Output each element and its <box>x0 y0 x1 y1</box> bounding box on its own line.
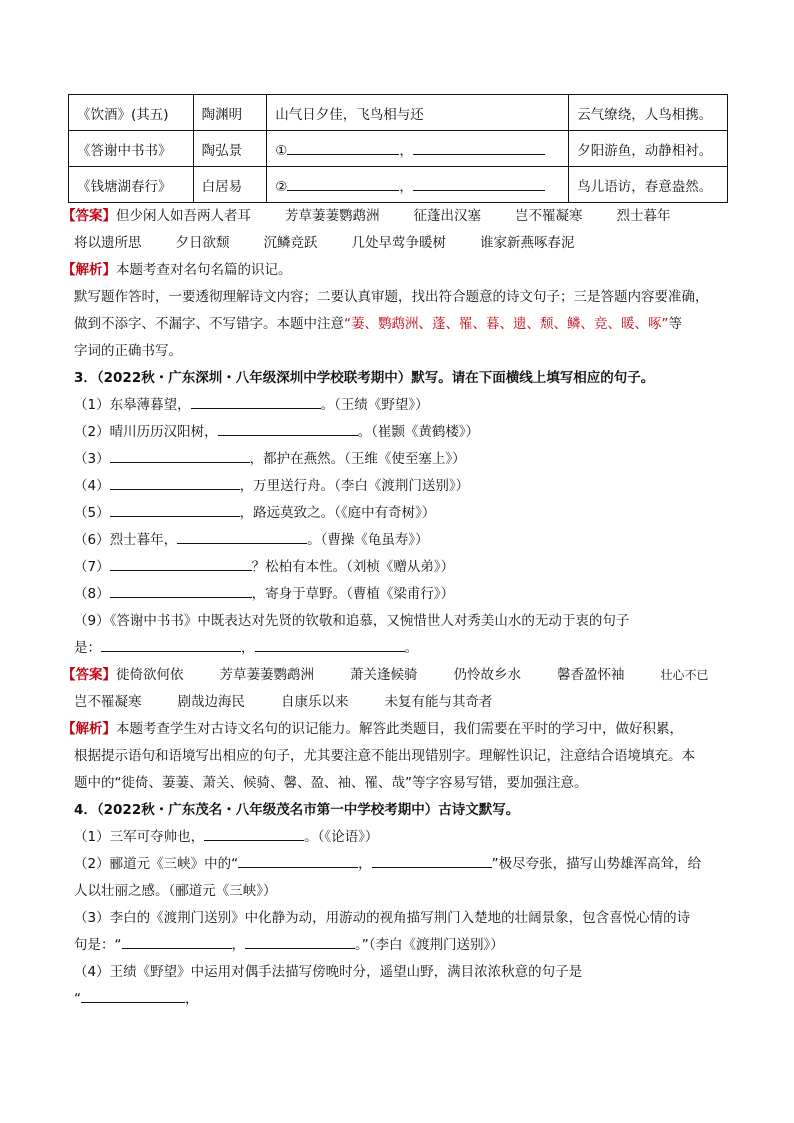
q3-item <box>74 581 728 608</box>
item-text: 。（《论语》） <box>304 829 379 845</box>
item-text: 。（曹操《龟虽寿》） <box>307 532 429 548</box>
analysis-label: 【解析】 <box>62 721 116 737</box>
fill-blank[interactable] <box>110 477 240 490</box>
fill-blank[interactable] <box>122 936 232 949</box>
fill-blank[interactable] <box>413 142 545 155</box>
q3-item <box>74 392 728 419</box>
item-text: ，都护在燕然。（王维《使至塞上》） <box>249 451 466 467</box>
fill-blank[interactable] <box>413 178 545 191</box>
answer-item: 几处早莺争暖树 <box>351 235 446 251</box>
item-text: （6）烈士暮年， <box>74 532 178 548</box>
item-text: 。”（李白《渡荆门送别》） <box>355 937 504 953</box>
poem-author: 陶弘景 <box>193 131 267 167</box>
answer-item: 烈士暮年 <box>616 208 671 224</box>
poem-verse: ② ， <box>267 167 569 203</box>
analysis-label: 【解析】 <box>62 262 116 278</box>
q3-item: （9）《答谢中书书》中既表达对先贤的钦敬和追慕，又惋惜世人对秀美山水的无动于衷的句子 <box>74 613 630 629</box>
q4-item: 人以壮丽之感。（郦道元《三峡》） <box>74 883 277 899</box>
fill-blank[interactable] <box>177 531 307 544</box>
q4-item: （3）李白的《渡荆门送别》中化静为动，用游动的视角描写荆门入楚地的壮阔景象，包含喜悦心情的诗 <box>74 910 691 926</box>
item-text: 是： <box>74 640 101 656</box>
fill-blank[interactable] <box>110 558 252 571</box>
q4-item <box>74 932 728 959</box>
item-text: ， <box>231 937 245 953</box>
poem-verse: ① ， <box>267 131 569 167</box>
fill-blank[interactable] <box>287 178 399 191</box>
answer-item: 芳草萋萋鹦鹉洲 <box>285 208 380 224</box>
q4-item <box>74 824 728 851</box>
poem-title: 《饮酒》(其五) <box>69 95 194 131</box>
item-text: ，万里送行舟。（李白《渡荆门送别》） <box>239 478 470 494</box>
fill-blank[interactable] <box>191 396 321 409</box>
fill-blank[interactable] <box>110 585 252 598</box>
item-text: ，寄身于草野。（曹植《梁甫行》） <box>251 586 455 602</box>
q3-analysis <box>62 716 728 743</box>
answer-item: 芳草萋萋鹦鹉洲 <box>219 667 314 683</box>
fill-blank[interactable] <box>204 828 304 841</box>
q4-item <box>74 851 728 878</box>
analysis-text: 默写题作答时，一要透彻理解诗文内容；二要认真审题，找出符合题意的诗文句子；三是答题内容要准确， <box>74 289 709 305</box>
item-text: （5） <box>74 505 110 521</box>
item-text: 句是：“ <box>74 937 122 953</box>
q3-item <box>74 554 728 581</box>
q2-answer-line1 <box>62 203 728 230</box>
answer-item: 但少闲人如吾两人者耳 <box>116 208 251 224</box>
fill-blank[interactable] <box>81 990 185 1003</box>
fill-blank[interactable] <box>255 639 405 652</box>
q2-answer-line2 <box>74 230 728 257</box>
answer-item: 剧哉边海民 <box>177 694 245 710</box>
verse-marker: ① <box>275 142 288 159</box>
q3-item <box>74 500 728 527</box>
answer-item: 谁家新燕啄春泥 <box>480 235 575 251</box>
q3-item <box>74 446 728 473</box>
item-text: （8） <box>74 586 110 602</box>
analysis-text: 等 <box>668 316 682 332</box>
item-text: ， <box>185 991 199 1007</box>
item-text: ”极尽夸张，描写山势雄浑高耸，给 <box>491 856 702 872</box>
q3-item <box>74 527 728 554</box>
item-text: （4） <box>74 478 110 494</box>
item-text: “ <box>74 991 81 1007</box>
q3-item: 是： ， 。 <box>74 640 418 656</box>
table-row <box>69 131 728 167</box>
q3-answer-line1 <box>62 662 728 689</box>
q4-heading: 4．（2022秋・广东茂名・八年级茂名市第一中学校考期中）古诗文默写。 <box>74 802 520 818</box>
answer-item: 自康乐以来 <box>281 694 349 710</box>
item-text: 。（王绩《野望》） <box>320 397 429 413</box>
q3-item <box>74 419 728 446</box>
poem-desc: 云气缭绕，人鸟相携。 <box>569 95 728 131</box>
fill-blank[interactable] <box>110 504 240 517</box>
answer-item: 夕日欲颓 <box>175 235 230 251</box>
fill-blank[interactable] <box>287 142 399 155</box>
q4-item: （4）王绩《野望》中运用对偶手法描写傍晚时分，遥望山野，满目浓浓秋意的句子是 <box>74 964 583 980</box>
answer-item: 岂不罹凝寒 <box>515 208 583 224</box>
fill-blank[interactable] <box>110 450 250 463</box>
highlight-text: “萋、鹦鹉洲、蓬、罹、暮、遗、颓、鳞、竞、暖、啄” <box>344 316 669 332</box>
analysis-text: 根据提示语句和语境写出相应的句子，尤其要注意不能出现错别字。理解性识记，注意结合语境填充。本 <box>74 748 695 764</box>
item-text: （2）郦道元《三峡》中的“ <box>74 856 239 872</box>
item-text: ， <box>358 856 372 872</box>
answer-item: 馨香盈怀袖 <box>557 667 625 683</box>
item-text: （7） <box>74 559 110 575</box>
item-text: （2）晴川历历汉阳树， <box>74 424 218 440</box>
answer-item: 未复有能与其奇者 <box>384 694 493 710</box>
answer-item: 岂不罹凝寒 <box>74 694 142 710</box>
analysis-text: 做到不添字、不漏字、不写错字。本题中注意 <box>74 316 344 332</box>
answer-item: 征蓬出汉塞 <box>413 208 481 224</box>
answer-item: 萧关逢候骑 <box>350 667 418 683</box>
poem-desc: 夕阳游鱼，动静相衬。 <box>569 131 728 167</box>
answer-item: 沉鳞竞跃 <box>263 235 318 251</box>
q2-analysis <box>62 257 728 284</box>
analysis-text: 本题考查学生对古诗文名句的识记能力。解答此类题目，我们需要在平时的学习中，做好积累， <box>116 721 683 737</box>
analysis-text: 本题考查对名句名篇的识记。 <box>116 262 292 278</box>
poem-table <box>68 94 728 203</box>
q4-item <box>74 986 728 1013</box>
item-text: ？松柏有本性。（刘桢《赠从弟》） <box>251 559 455 575</box>
item-text: 。（崔颢《黄鹤楼》） <box>357 424 480 440</box>
q3-heading: 3．（2022秋・广东深圳・八年级深圳中学校联考期中）默写。请在下面横线上填写相应的句子。 <box>74 370 655 386</box>
analysis-text: 字词的正确书写。 <box>74 343 182 359</box>
analysis-text-line <box>74 311 728 338</box>
fill-blank[interactable] <box>238 855 358 868</box>
poem-author: 白居易 <box>193 167 267 203</box>
poem-title: 《钱塘湖春行》 <box>69 167 194 203</box>
table-row <box>69 167 728 203</box>
answer-label: 【答案】 <box>62 208 116 224</box>
item-text: （1）三军可夺帅也， <box>74 829 205 845</box>
answer-item: 仍怜故乡水 <box>453 667 521 683</box>
fill-blank[interactable] <box>372 855 492 868</box>
analysis-text: 题中的“徙倚、萋萋、萧关、候骑、馨、盈、袖、罹、哉”等字容易写错，要加强注意。 <box>74 775 588 791</box>
item-text: ，路远莫致之。（《庭中有奇树》） <box>239 505 436 521</box>
item-text: （1）东皋薄暮望， <box>74 397 191 413</box>
q3-answer-line2 <box>74 689 728 716</box>
q3-item <box>74 473 728 500</box>
verse-marker: ② <box>275 178 288 195</box>
answer-label: 【答案】 <box>62 667 116 683</box>
table-row <box>69 95 728 131</box>
poem-verse: 山气日夕佳，飞鸟相与还 <box>267 95 569 131</box>
answer-item: 将以遗所思 <box>74 235 142 251</box>
poem-author: 陶渊明 <box>193 95 267 131</box>
item-text: （3） <box>74 451 110 467</box>
document-page <box>62 94 728 1013</box>
answer-item: 徙倚欲何依 <box>116 667 184 683</box>
poem-desc: 鸟儿语访，春意盎然。 <box>569 167 728 203</box>
fill-blank[interactable] <box>218 423 358 436</box>
fill-blank[interactable] <box>245 936 355 949</box>
poem-title: 《答谢中书书》 <box>69 131 194 167</box>
fill-blank[interactable] <box>101 639 241 652</box>
answer-item: 壮心不已 <box>660 668 709 682</box>
